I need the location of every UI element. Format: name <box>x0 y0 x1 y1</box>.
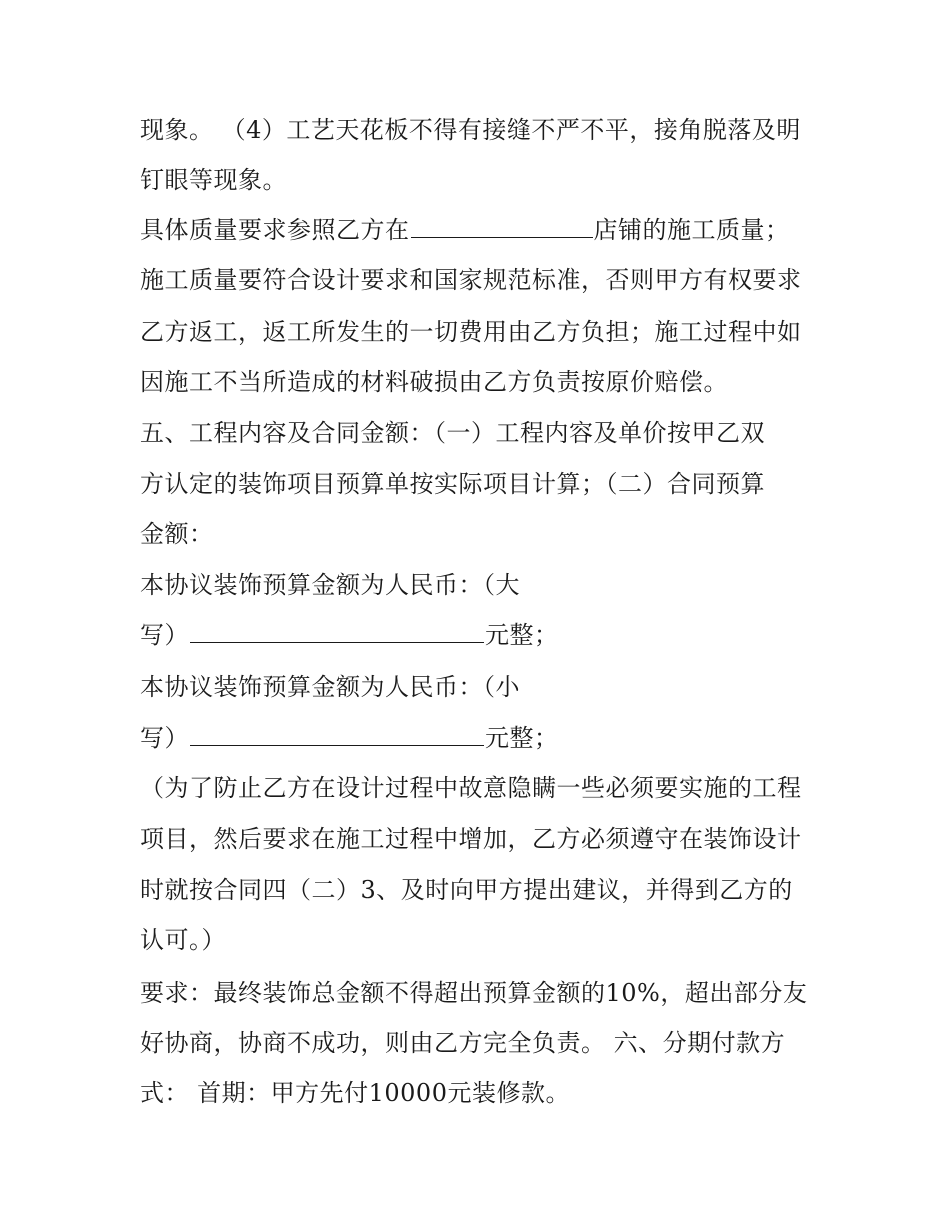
text-line: 金额： <box>140 520 214 548</box>
text-line: （为了防止乙方在设计过程中故意隐瞒一些必须要实施的工程 <box>140 774 802 802</box>
quality-reference-prefix: 具体质量要求参照乙方在 <box>140 216 410 244</box>
text-line: 本协议装饰预算金额为人民币：（小 <box>140 673 520 701</box>
text-line: 施工质量要符合设计要求和国家规范标准，否则甲方有权要求 <box>140 266 802 294</box>
amount-lower-line <box>140 723 559 753</box>
store-name-blank <box>411 215 593 238</box>
amount-upper-blank <box>190 620 484 643</box>
section-heading-five: 五、工程内容及合同金额：（一）工程内容及单价按甲乙双 <box>140 419 765 447</box>
amount-lower-blank <box>190 723 484 746</box>
text-line: 本协议装饰预算金额为人民币：（大 <box>140 571 520 599</box>
text-line: 钉眼等现象。 <box>140 166 287 194</box>
text-line: 乙方返工，返工所发生的一切费用由乙方负担；施工过程中如 <box>140 318 802 346</box>
amount-upper-suffix: 元整； <box>485 621 559 649</box>
text-line: 因施工不当所造成的材料破损由乙方负责按原价赔偿。 <box>140 368 728 396</box>
text-line: 现象。 （4）工艺天花板不得有接缝不严不平，接角脱落及明 <box>140 116 801 144</box>
amount-lower-suffix: 元整； <box>485 724 559 752</box>
text-line: 要求：最终装饰总金额不得超出预算金额的10%，超出部分友 <box>140 979 808 1007</box>
quality-reference-line <box>140 215 790 245</box>
amount-upper-line <box>140 620 559 650</box>
text-line: 时就按合同四（二）3、及时向甲方提出建议，并得到乙方的 <box>140 876 793 904</box>
amount-upper-prefix: 写） <box>140 621 189 649</box>
amount-lower-prefix: 写） <box>140 724 189 752</box>
text-line: 式： 首期：甲方先付10000元装修款。 <box>140 1079 570 1107</box>
quality-reference-suffix: 店铺的施工质量； <box>593 216 790 244</box>
text-line: 方认定的装饰项目预算单按实际项目计算；（二）合同预算 <box>140 470 765 498</box>
text-line: 好协商，协商不成功，则由乙方完全负责。 六、分期付款方 <box>140 1029 786 1057</box>
text-line: 认可。） <box>140 926 226 954</box>
text-line: 项目，然后要求在施工过程中增加，乙方必须遵守在装饰设计 <box>140 825 802 853</box>
